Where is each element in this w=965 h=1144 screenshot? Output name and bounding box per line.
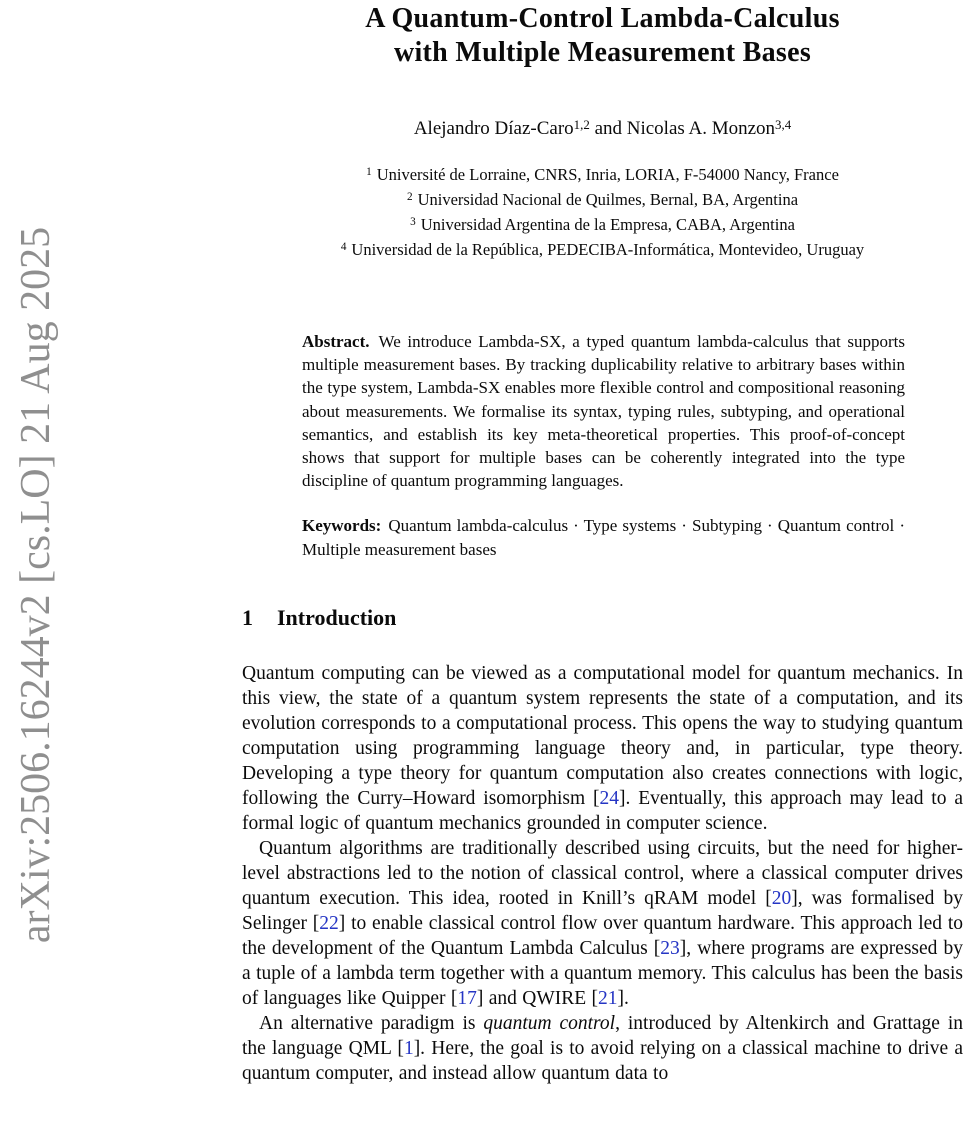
- affiliation-line: [242, 161, 963, 186]
- affiliation-line: [242, 186, 963, 211]
- affiliation-marker: 4: [340, 241, 347, 253]
- text-run: ] to enable classical control flow over quantum hardware. This approach led to the development of the Quantum Lambda Calculus [: [242, 912, 963, 959]
- superscript-marker: 3,4: [775, 117, 792, 132]
- text-run: Alejandro Díaz-Caro: [413, 118, 574, 139]
- text-run: ]. Here, the goal is to avoid relying on a classical machine to drive a quantum computer, and instead allow quantum data to: [242, 1037, 963, 1084]
- text-run: ]. Eventually, this approach may lead to a formal logic of quantum mechanics grounded in computer science.: [242, 787, 963, 834]
- affiliation-text: Universidad de la República, PEDECIBA-Informática, Montevideo, Uruguay: [351, 240, 865, 259]
- arxiv-watermark: arXiv:2506.16244v2 [cs.LO] 21 Aug 2025: [13, 226, 59, 944]
- title-line-1: A Quantum-Control Lambda-Calculus: [365, 3, 840, 34]
- text-run: An alternative paradigm is: [259, 1012, 484, 1034]
- citation-link[interactable]: 20: [771, 887, 792, 909]
- citation-link[interactable]: 21: [598, 987, 618, 1009]
- text-run: Quantum computing can be viewed as a computational model for quantum mechanics. In this view, the state of a quantum system represents the state of a computation, and its evolution corresponds to a computational process. This opens the way to studying quantum computation using programming language theory and, in particular, type theory. Developing a type theory for quantum computation also creates connections with logic, following the Curry–Howard isomorphism [: [242, 662, 963, 809]
- paper-title: [242, 2, 963, 70]
- intro-paragraph-3: [242, 1011, 963, 1086]
- text-run: and Nicolas A. Monzon: [589, 118, 776, 139]
- affiliation-text: Universidad Argentina de la Empresa, CABA, Argentina: [420, 215, 795, 234]
- title-line-2: with Multiple Measurement Bases: [393, 37, 812, 68]
- text-run: ], was formalised by Selinger [: [242, 887, 963, 934]
- citation-link[interactable]: 1: [403, 1037, 414, 1059]
- affiliation-text: Universidad Nacional de Quilmes, Bernal, BA, Argentina: [417, 190, 799, 209]
- keywords-text: Quantum lambda-calculus · Type systems · Subtyping · Quantum control · Multiple measurement bases: [302, 516, 905, 559]
- abstract-label: Abstract.: [302, 332, 370, 351]
- intro-paragraph-2: [242, 836, 963, 1011]
- affiliation-text: Université de Lorraine, CNRS, Inria, LORIA, F-54000 Nancy, France: [376, 165, 839, 184]
- keywords-label: Keywords:: [302, 516, 382, 536]
- affiliation-marker: 1: [366, 166, 372, 178]
- citation-link[interactable]: 24: [599, 787, 619, 809]
- intro-paragraph-1: [242, 661, 963, 836]
- affiliation-line: [242, 236, 963, 261]
- text-run: ] and QWIRE [: [476, 987, 599, 1009]
- section-number: 1: [242, 604, 253, 630]
- text-run: ].: [617, 987, 629, 1009]
- section-title: Introduction: [277, 604, 397, 630]
- affiliation-marker: 2: [406, 191, 413, 203]
- superscript-marker: 1,2: [573, 117, 590, 132]
- keywords-block: [302, 514, 905, 560]
- authors-line: [242, 114, 963, 140]
- citation-link[interactable]: 17: [457, 987, 477, 1009]
- affiliation-marker: 3: [410, 216, 416, 228]
- citation-link[interactable]: 23: [660, 937, 680, 959]
- section-heading: [242, 603, 963, 633]
- affiliation-line: [242, 211, 963, 236]
- text-run: ], where programs are expressed by a tuple of a lambda term together with a quantum memory. This calculus has been the basis of languages like Quipper [: [242, 937, 963, 1009]
- citation-link[interactable]: 22: [319, 912, 339, 934]
- affiliations-block: [242, 161, 963, 261]
- text-run: , introduced by Altenkirch and Grattage in the language QML [: [242, 1012, 964, 1059]
- abstract-block: [302, 330, 905, 492]
- paper-content: [242, 0, 963, 1086]
- emphasized-text: quantum control: [483, 1012, 616, 1034]
- abstract-text: We introduce Lambda-SX, a typed quantum lambda-calculus that supports multiple measurement bases. By tracking duplicability relative to arbitrary bases within the type system, Lambda-SX enables more flexible control and compositional reasoning about measurements. We formalise its syntax, typing rules, subtyping, and operational semantics, and establish its key meta-theoretical properties. This proof-of-concept shows that support for multiple bases can be coherently integrated into the type discipline of quantum programming languages.: [302, 332, 905, 491]
- text-run: Quantum algorithms are traditionally described using circuits, but the need for higher-level abstractions led to the notion of classical control, where a classical computer drives quantum execution. This idea, rooted in Knill’s qRAM model [: [242, 837, 963, 909]
